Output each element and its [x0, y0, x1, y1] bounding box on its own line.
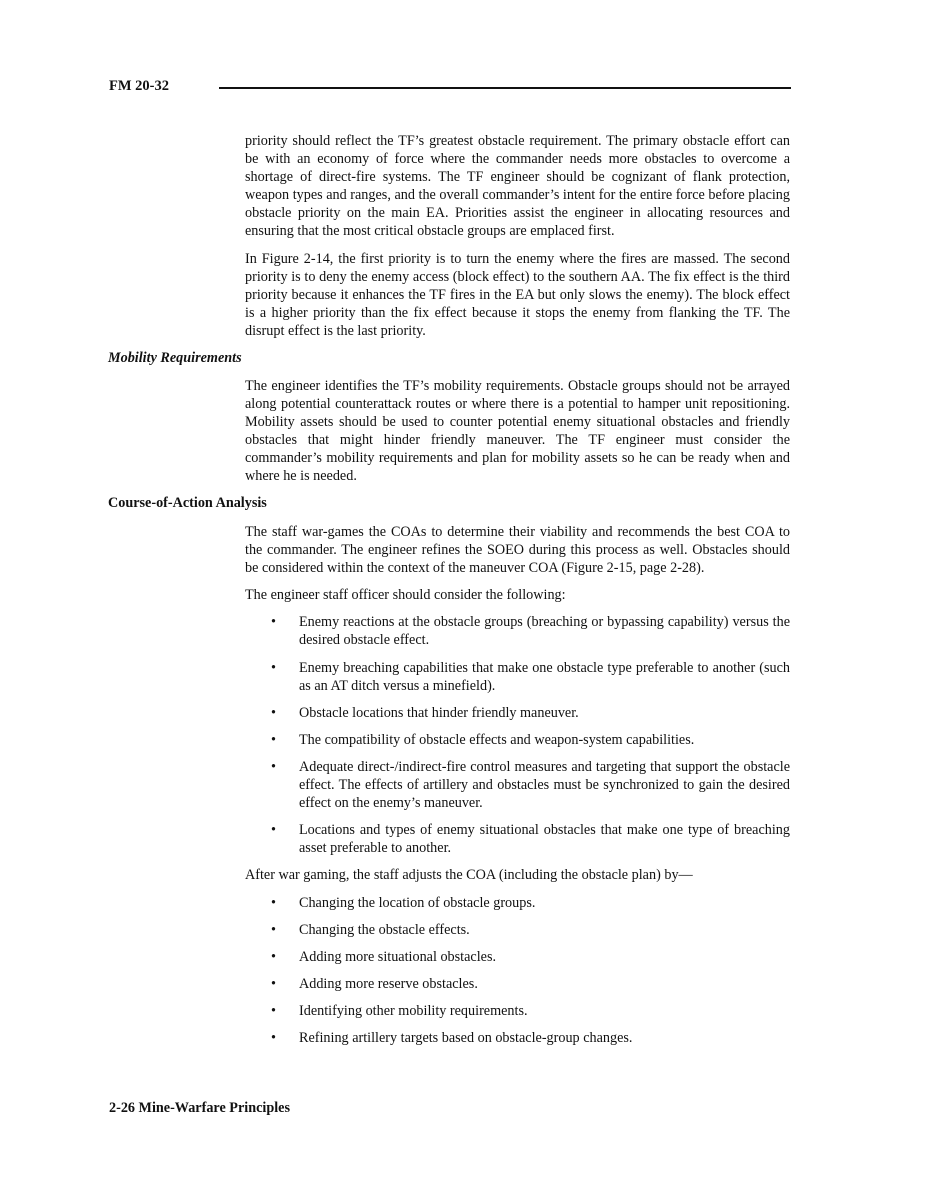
section-heading-mobility: Mobility Requirements — [108, 350, 242, 366]
page-header — [109, 78, 791, 100]
bullet-icon: • — [271, 758, 276, 775]
bullet-icon: • — [271, 975, 276, 992]
list-item: • Obstacle locations that hinder friendly maneuver. — [271, 704, 579, 721]
bullet-icon: • — [271, 731, 276, 748]
bullet-icon: • — [271, 822, 276, 839]
coa-block — [245, 523, 790, 1056]
manual-number: FM 20-32 — [109, 78, 169, 94]
paragraph: In Figure 2-14, the first priority is to turn the enemy where the fires are massed. The second priority is to deny the enemy access (block effect) to the southern AA. The fix effect is the third priority because it enhances the TF fires in the EA but only slows the enemy). The block effect is a higher priority than the fix effect because it stops the enemy from flanking the TF. The disrupt effect is the last priority. — [245, 250, 790, 339]
header-rule — [219, 87, 791, 89]
intro-block — [245, 132, 790, 349]
paragraph: The engineer staff officer should consider the following: — [245, 587, 566, 604]
bullet-icon: • — [271, 1002, 276, 1019]
paragraph: The engineer identifies the TF’s mobility requirements. Obstacle groups should not be arrayed along potential counterattack routes or where there is a potential to hamper unit repositioning. Mobility assets should be used to counter potential enemy situational obstacles and friendly obstacles that might hinder friendly maneuver. The TF engineer must consider the commander’s mobility requirements and plan for mobility assets so he can be ready when and where he is needed. — [245, 378, 790, 485]
list-item: • Changing the obstacle effects. — [271, 921, 470, 938]
list-item: • Enemy reactions at the obstacle groups (breaching or bypassing capability) versus the desired obstacle effect. — [271, 614, 790, 649]
consider-list — [245, 613, 790, 857]
list-item: • Locations and types of enemy situational obstacles that make one type of breaching asset preferable to another. — [271, 822, 790, 857]
list-item: • Refining artillery targets based on obstacle-group changes. — [271, 1029, 633, 1046]
paragraph: The staff war-games the COAs to determine their viability and recommends the best COA to the commander. The engineer refines the SOEO during this process as well. Obstacles should be considered within the context of the maneuver COA (Figure 2-15, page 2-28). — [245, 524, 790, 577]
bullet-icon: • — [271, 1029, 276, 1046]
page-footer: 2-26 Mine-Warfare Principles — [109, 1100, 290, 1116]
mobility-block — [245, 377, 790, 495]
list-item: • Adequate direct-/indirect-fire control measures and targeting that support the obstacle effect. The effects of artillery and obstacles must be synchronized to gain the desired effect on the enemy’s maneuver. — [271, 758, 790, 812]
bullet-icon: • — [271, 614, 276, 631]
list-item: • Enemy breaching capabilities that make one obstacle type preferable to another (such as an AT ditch versus a minefield). — [271, 659, 790, 694]
paragraph: priority should reflect the TF’s greatest obstacle requirement. The primary obstacle effort can be with an economy of force where the commander needs more obstacles to overcome a shortage of direct-fire systems. The TF engineer should be cognizant of flank protection, weapon types and ranges, and the overall commander’s intent for the entire force before placing obstacle priority on the main EA. Priorities assist the engineer in allocating resources and ensuring that the most critical obstacle groups are emplaced first. — [245, 133, 790, 240]
bullet-icon: • — [271, 921, 276, 938]
bullet-icon: • — [271, 704, 276, 721]
bullet-icon: • — [271, 948, 276, 965]
list-item: • The compatibility of obstacle effects and weapon-system capabilities. — [271, 731, 695, 748]
bullet-icon: • — [271, 894, 276, 911]
section-heading-coa: Course-of-Action Analysis — [108, 495, 267, 511]
list-item: • Adding more situational obstacles. — [271, 948, 497, 965]
bullet-icon: • — [271, 659, 276, 676]
list-item: • Identifying other mobility requirements. — [271, 1002, 528, 1019]
paragraph: After war gaming, the staff adjusts the COA (including the obstacle plan) by— — [245, 867, 693, 884]
list-item: • Changing the location of obstacle groups. — [271, 894, 536, 911]
adjust-list — [245, 894, 790, 1048]
list-item: • Adding more reserve obstacles. — [271, 975, 478, 992]
